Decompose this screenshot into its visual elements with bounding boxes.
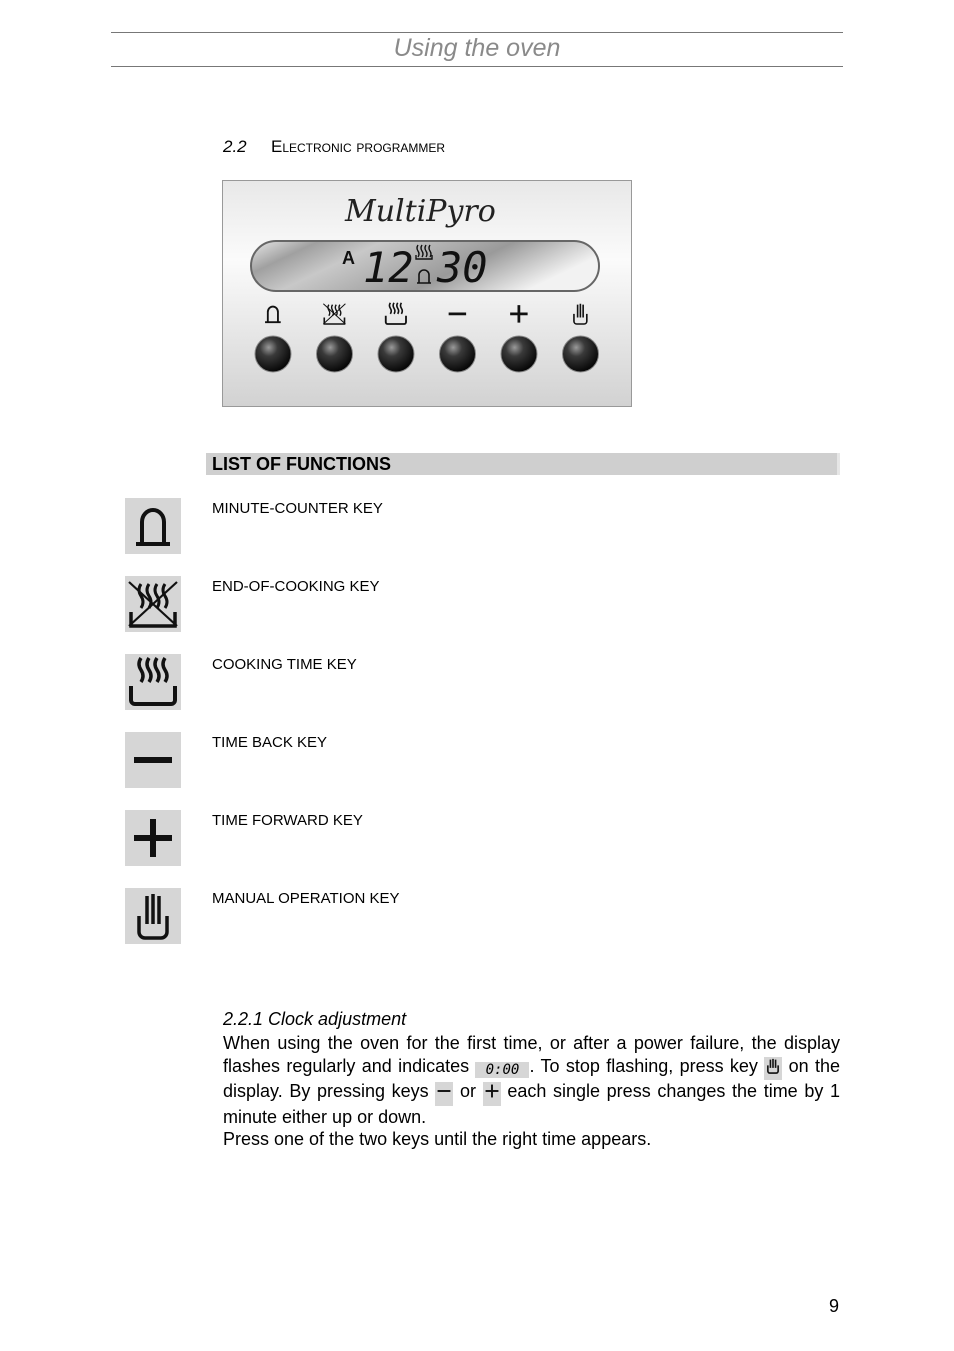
minus-icon: [435, 1082, 453, 1106]
display-minutes: 30: [437, 243, 488, 292]
list-of-functions-heading: LIST OF FUNCTIONS: [206, 453, 840, 475]
display-indicator: A: [342, 248, 355, 268]
display-value-box: 0:00: [475, 1062, 529, 1078]
panel-key-time-back-minus-icon: [449, 313, 466, 316]
brand-logo: MultiPyro: [345, 194, 496, 229]
panel-key-cooking-time-cooking-time-icon: [386, 303, 406, 324]
clock-paragraph-1: When using the oven for the first time, or after a power failure, the display flashes regularly and indicates 0:00 . To stop flashing, press key on the display. By pressing keys or each single press changes the time by 1 minute either up or down.: [223, 1033, 840, 1127]
page-header-title: Using the oven: [393, 34, 561, 62]
end-cooking-icon: [125, 576, 181, 632]
function-label: MANUAL OPERATION KEY: [212, 890, 400, 907]
panel-key-minute-counter-bell-icon: [265, 307, 281, 323]
function-label: COOKING TIME KEY: [212, 656, 357, 673]
bell-icon: [125, 498, 181, 554]
cooking-time-icon: [125, 654, 181, 710]
function-label: MINUTE-COUNTER KEY: [212, 500, 383, 517]
section-heading: [223, 137, 445, 157]
panel-knob-time-back: [440, 336, 476, 372]
section-title: Electronic programmer: [271, 137, 446, 156]
clock-paragraph-2: Press one of the two keys until the right time appears.: [223, 1129, 652, 1149]
programmer-panel-image: [222, 180, 632, 407]
panel-knob-manual: [563, 336, 599, 372]
function-row: [125, 654, 825, 710]
clock-adjustment-subtitle: 2.2.1 Clock adjustment: [223, 1009, 407, 1029]
panel-knob-minute-counter: [255, 336, 291, 372]
hand-icon: [764, 1057, 782, 1081]
display-hours: 12: [363, 243, 414, 292]
section-number: 2.2: [223, 137, 247, 156]
function-row: [125, 732, 825, 788]
function-row: [125, 576, 825, 632]
panel-knob-end-of-cooking: [317, 336, 353, 372]
header-rule-top: [111, 32, 843, 33]
plus-icon: [483, 1082, 501, 1106]
hand-icon: [125, 888, 181, 944]
panel-knob-time-forward: [501, 336, 537, 372]
function-row: [125, 810, 825, 866]
panel-key-end-of-cooking-end-cooking-icon: [323, 304, 345, 324]
plus-icon: [125, 810, 181, 866]
function-label: END-OF-COOKING KEY: [212, 578, 380, 595]
function-row: [125, 498, 825, 554]
clock-adjustment-text: [223, 1032, 840, 1151]
panel-key-time-forward-plus-icon: [510, 305, 527, 322]
function-row: [125, 888, 825, 944]
function-label: TIME BACK KEY: [212, 734, 328, 751]
panel-key-manual-hand-icon: [574, 304, 587, 324]
panel-knob-cooking-time: [378, 336, 414, 372]
header-rule-bottom: [111, 66, 843, 67]
page-number: 9: [829, 1296, 840, 1316]
function-label: TIME FORWARD KEY: [212, 812, 363, 829]
minus-icon: [125, 732, 181, 788]
